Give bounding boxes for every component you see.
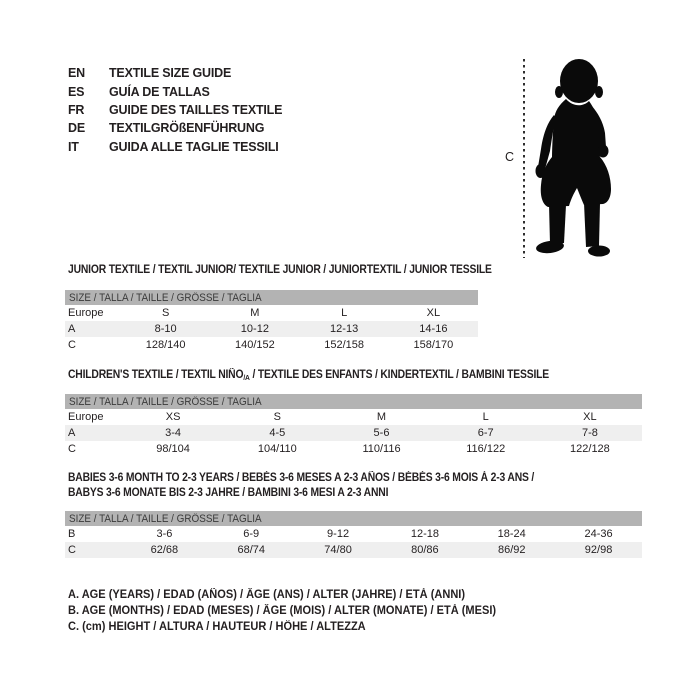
row-label: C — [68, 339, 76, 351]
age-cell: 3-6 — [156, 528, 173, 540]
age-cell: 24-36 — [584, 528, 613, 540]
age-cell: 8-10 — [154, 323, 177, 335]
height-cell: 116/122 — [466, 443, 506, 455]
height-cell: 92/98 — [584, 544, 613, 556]
language-list — [68, 64, 282, 156]
heading-text: / TEXTILE DES ENFANTS / KINDERTEXTIL / BAMBINI TESSILE — [249, 369, 550, 381]
table-row-height-cm — [65, 337, 478, 353]
height-cell: 122/128 — [570, 443, 610, 455]
size-cell: XL — [426, 307, 441, 319]
language-code: IT — [68, 139, 79, 154]
measure-legend — [68, 587, 514, 636]
language-title: GUIDE DES TAILLES TEXTILE — [109, 102, 283, 117]
language-code: FR — [68, 102, 85, 117]
age-cell: 14-16 — [419, 323, 448, 335]
size-cell: S — [273, 411, 281, 423]
height-cell: 152/158 — [324, 339, 364, 351]
junior-size-table — [65, 290, 478, 353]
height-cell: 158/170 — [413, 339, 454, 351]
size-table-header-bar — [65, 511, 642, 526]
table-row-height-cm — [65, 441, 642, 457]
height-cell: 74/80 — [324, 544, 352, 556]
language-row-fr — [68, 101, 282, 119]
row-label: B — [68, 528, 76, 540]
legend-line-a: A. AGE (YEARS) / EDAD (AÑOS) / ÂGE (ANS) / ALTER (JAHRE) / ETÀ (ANNI) — [68, 589, 466, 601]
size-table-header-bar — [65, 290, 478, 305]
baby-silhouette-icon — [533, 57, 619, 259]
row-label: A — [68, 323, 76, 335]
language-title: GUIDA ALLE TAGLIE TESSILI — [109, 139, 279, 154]
age-cell: 12-13 — [330, 323, 359, 335]
table-row-age-months — [65, 526, 642, 542]
size-cell: M — [250, 307, 260, 319]
height-cell: 140/152 — [234, 339, 275, 351]
size-header-label: SIZE / TALLA / TAILLE / GRÖSSE / TAGLIA — [69, 512, 262, 525]
size-cell: XS — [165, 411, 181, 423]
height-cell: 110/116 — [362, 443, 401, 455]
size-cell: M — [376, 411, 387, 423]
language-code: ES — [68, 84, 85, 99]
size-cell: L — [341, 307, 348, 319]
table-row-height-cm — [65, 542, 642, 558]
language-code: EN — [68, 66, 85, 81]
language-row-es — [68, 82, 282, 100]
language-title: TEXTILE SIZE GUIDE — [109, 66, 232, 81]
junior-section-heading — [68, 264, 539, 277]
legend-line-b: B. AGE (MONTHS) / EDAD (MESES) / ÂGE (MOIS) / ALTER (MONATE) / ETÀ (MESI) — [68, 605, 497, 618]
legend-line-c: C. (cm) HEIGHT / ALTURA / HAUTEUR / HÖHE / ALTEZZA — [68, 621, 366, 634]
size-table-header-bar — [65, 394, 642, 409]
table-row-europe — [65, 409, 642, 425]
size-cell: S — [161, 307, 170, 319]
table-row-age-years — [65, 321, 478, 337]
age-cell: 6-7 — [477, 427, 494, 439]
age-cell: 3-4 — [165, 427, 182, 439]
size-header-label: SIZE / TALLA / TAILLE / GRÖSSE / TAGLIA — [69, 291, 262, 304]
heading-subscript: /A — [243, 373, 250, 382]
language-row-it — [68, 138, 282, 156]
age-cell: 10-12 — [240, 323, 269, 335]
height-cell: 68/74 — [237, 544, 265, 556]
language-row-de — [68, 119, 282, 137]
age-cell: 5-6 — [373, 427, 390, 439]
row-label: Europe — [68, 307, 104, 319]
size-cell: XL — [583, 411, 597, 423]
heading-text-line1: BABIES 3-6 MONTH TO 2-3 YEARS / BEBÉS 3-6 MESES A 2-3 AÑOS / BÉBÉS 3-6 MOIS À 2-3 ANS / — [68, 472, 535, 484]
size-cell: L — [482, 411, 489, 423]
table-row-europe — [65, 305, 478, 321]
height-cell: 128/140 — [145, 339, 186, 351]
age-cell: 4-5 — [269, 427, 286, 439]
height-cell: 62/68 — [150, 544, 179, 556]
age-cell: 18-24 — [497, 528, 526, 540]
height-cell: 86/92 — [497, 544, 526, 556]
age-cell: 12-18 — [410, 528, 439, 540]
heading-text-line2: BABYS 3-6 MONATE BIS 2-3 JAHRE / BAMBINI 3-6 MESI A 2-3 ANNI — [68, 486, 389, 499]
height-measure-label: C — [505, 150, 515, 164]
table-row-age-years — [65, 425, 642, 441]
language-row-en — [68, 64, 282, 82]
babies-section-heading — [68, 471, 586, 500]
babies-size-table — [65, 511, 642, 558]
row-label: Europe — [68, 411, 104, 423]
height-cell: 98/104 — [156, 443, 190, 455]
heading-text: JUNIOR TEXTILE / TEXTIL JUNIOR/ TEXTILE JUNIOR / JUNIORTEXTIL / JUNIOR TESSILE — [68, 264, 492, 276]
age-cell: 6-9 — [243, 528, 260, 540]
language-code: DE — [68, 121, 85, 136]
size-header-label: SIZE / TALLA / TAILLE / GRÖSSE / TAGLIA — [69, 395, 262, 408]
row-label: C — [68, 544, 76, 556]
age-cell: 7-8 — [581, 427, 598, 439]
height-cell: 80/86 — [411, 544, 439, 556]
language-title: TEXTILGRÖßENFÜHRUNG — [109, 121, 265, 136]
childrens-section-heading — [68, 369, 602, 382]
row-label: C — [68, 443, 76, 455]
childrens-size-table — [65, 394, 642, 457]
language-title: GUÍA DE TALLAS — [109, 84, 210, 99]
heading-text: CHILDREN'S TEXTILE / TEXTIL NIÑO — [68, 369, 244, 381]
age-cell: 9-12 — [327, 528, 350, 540]
row-label: A — [68, 427, 76, 439]
height-measure-dashed-line — [523, 59, 525, 258]
height-cell: 104/110 — [257, 443, 297, 455]
